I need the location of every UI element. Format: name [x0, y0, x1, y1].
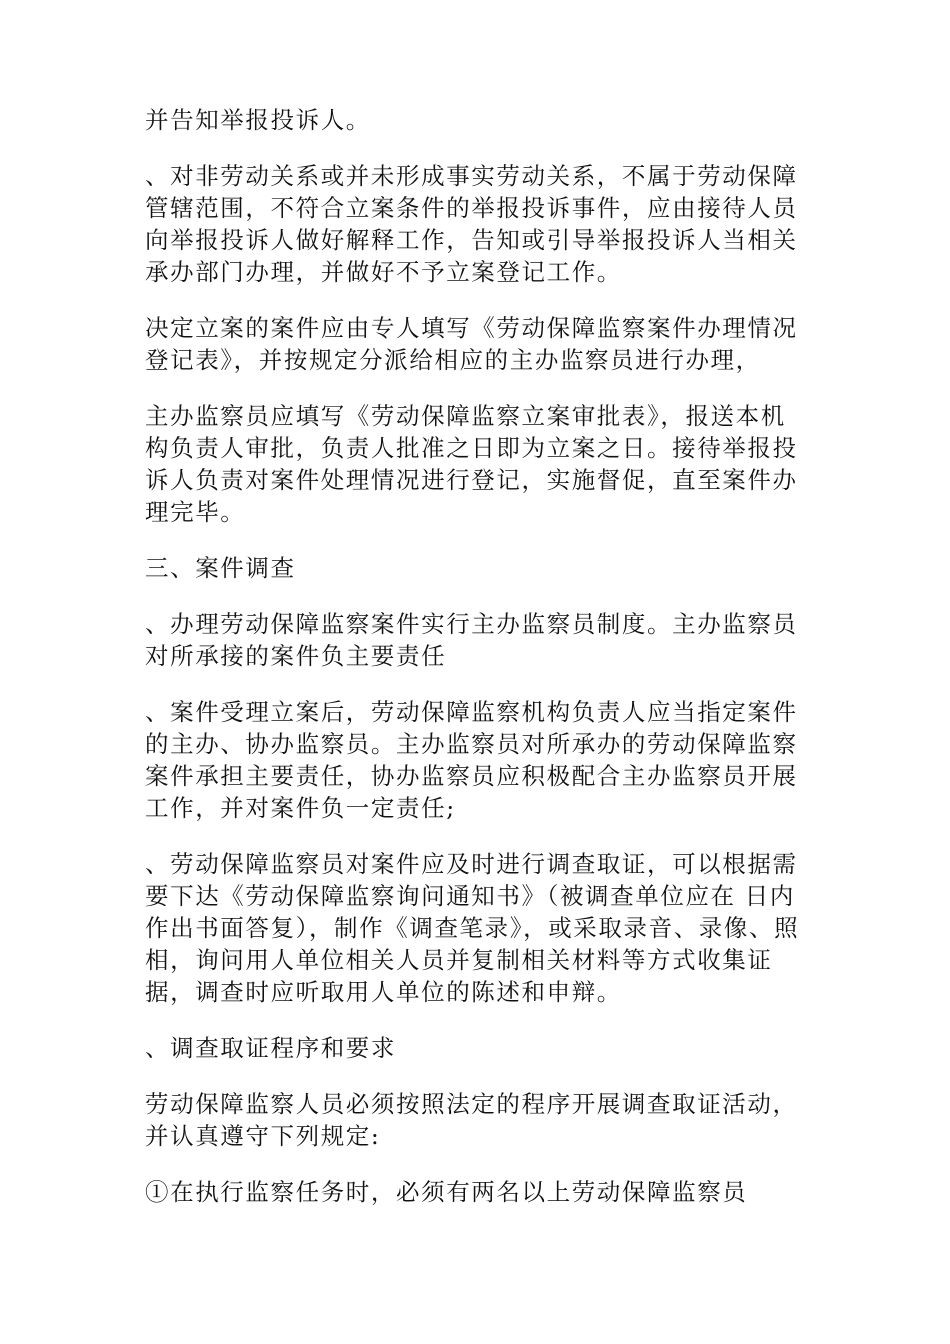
paragraph-10: 劳动保障监察人员必须按照法定的程序开展调查取证活动，并认真遵守下列规定: [145, 1090, 798, 1150]
paragraph-3: 决定立案的案件应由专人填写《劳动保障监察案件办理情况登记表》，并按规定分派给相应的主办监察员进行办理， [145, 314, 798, 374]
paragraph-7: 、案件受理立案后，劳动保障监察机构负责人应当指定案件的主办、协办监察员。主办监察员对所承办的劳动保障监察案件承担主要责任，协办监察员应积极配合主办监察员开展工作，并对案件负一定责任; [145, 698, 798, 822]
paragraph-6: 、办理劳动保障监察案件实行主办监察员制度。主办监察员对所承接的案件负主要责任 [145, 610, 798, 670]
document-body [145, 104, 810, 1232]
paragraph-2: 、对非劳动关系或并未形成事实劳动关系，不属于劳动保障管辖范围，不符合立案条件的举报投诉事件，应由接待人员向举报投诉人做好解释工作，告知或引导举报投诉人当相关承办部门办理，并做好不予立案登记工作。 [145, 162, 798, 286]
paragraph-1: 并告知举报投诉人。 [145, 106, 371, 134]
paragraph-11: ①在执行监察任务时，必须有两名以上劳动保障监察员 [145, 1178, 748, 1206]
paragraph-4: 主办监察员应填写《劳动保障监察立案审批表》，报送本机构负责人审批，负责人批准之日即为立案之日。接待举报投诉人负责对案件处理情况进行登记，实施督促，直至案件办理完毕。 [145, 402, 798, 526]
paragraph-9: 、调查取证程序和要求 [145, 1034, 396, 1062]
section-heading-case-investigation: 三、案件调查 [145, 554, 296, 582]
paragraph-8: 、劳动保障监察员对案件应及时进行调查取证，可以根据需要下达《劳动保障监察询问通知书》（被调查单位应在 日内作出书面答复），制作《调查笔录》，或采取录音、录像、照相，询问用人单位相关人员并复制相关材料等方式收集证据，调查时应听取用人单位的陈述和申辩。 [145, 850, 800, 1006]
